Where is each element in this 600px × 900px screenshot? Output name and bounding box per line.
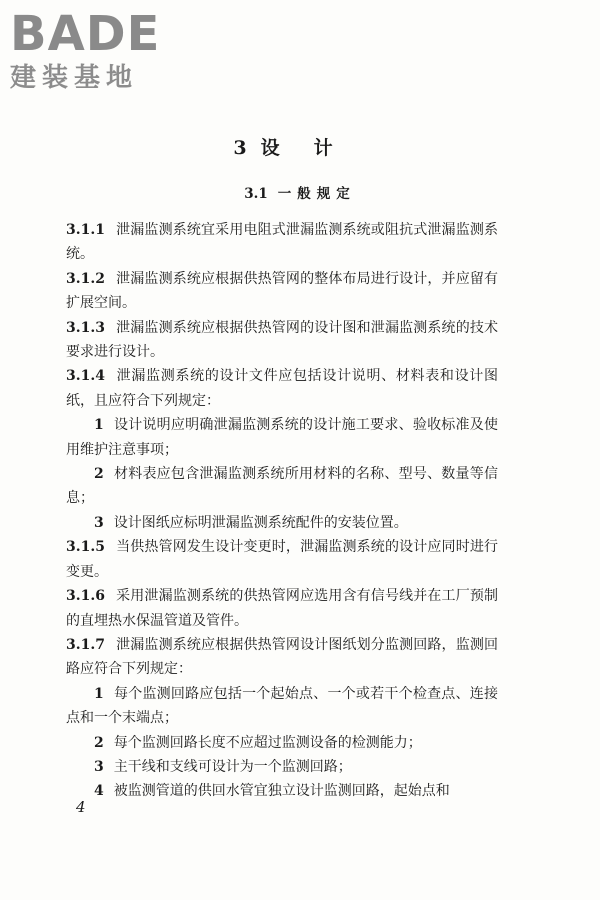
item-text: 设计图纸应标明泄漏监测系统配件的安装位置。 xyxy=(113,514,408,531)
page-number: 4 xyxy=(76,798,86,816)
item-number: 2 xyxy=(94,734,104,751)
clause-number: 3.1.2 xyxy=(66,270,105,287)
clause-number: 3.1.6 xyxy=(66,588,105,605)
clause-3-1-6 xyxy=(66,584,498,633)
item-text: 每个监测回路应包括一个起始点、一个或若干个检查点、连接点和一个末端点； xyxy=(66,685,498,727)
logo-brand: BADE xyxy=(10,6,161,62)
clause-number: 3.1.5 xyxy=(66,539,105,556)
section-number: 3.1 xyxy=(244,186,268,202)
list-item xyxy=(66,511,498,535)
list-item xyxy=(66,682,498,731)
clause-text: 当供热管网发生设计变更时，泄漏监测系统的设计应同时进行变更。 xyxy=(66,539,498,580)
chapter-title: 设计 xyxy=(260,137,367,159)
chapter-heading xyxy=(0,133,600,160)
clause-number: 3.1.3 xyxy=(66,319,105,336)
clause-text: 泄漏监测系统的设计文件应包括设计说明、材料表和设计图纸，且应符合下列规定： xyxy=(66,368,498,409)
clause-3-1-1 xyxy=(66,218,498,267)
item-number: 1 xyxy=(94,417,104,434)
clause-3-1-2 xyxy=(66,267,498,316)
clause-3-1-7 xyxy=(66,633,498,682)
clause-text: 泄漏监测系统宜采用电阻式泄漏监测系统或阻抗式泄漏监测系统。 xyxy=(66,222,498,263)
bade-logo xyxy=(10,8,175,94)
clause-text: 泄漏监测系统应根据供热管网设计图纸划分监测回路，监测回路应符合下列规定： xyxy=(66,636,498,678)
clause-text: 采用泄漏监测系统的供热管网应选用含有信号线并在工厂预制的直埋热水保温管道及管件。 xyxy=(66,588,498,629)
item-text: 被监测管道的供回水管宜独立设计监测回路，起始点和 xyxy=(113,783,450,800)
clause-number: 3.1.7 xyxy=(66,636,105,653)
list-item xyxy=(66,731,498,755)
item-number: 3 xyxy=(94,758,104,775)
list-item xyxy=(66,779,498,803)
section-title: 一般规定 xyxy=(277,186,356,202)
item-number: 3 xyxy=(94,514,104,531)
clause-3-1-4 xyxy=(66,364,498,413)
list-item xyxy=(66,755,498,779)
list-item xyxy=(66,462,498,511)
item-number: 4 xyxy=(94,783,104,800)
document-body xyxy=(66,218,498,804)
section-heading xyxy=(0,182,600,202)
clause-number: 3.1.4 xyxy=(66,368,105,385)
item-text: 每个监测回路长度不应超过监测设备的检测能力； xyxy=(113,734,422,751)
clause-3-1-5 xyxy=(66,535,498,584)
logo-chinese-name: 建装基地 xyxy=(10,63,139,93)
clause-text: 泄漏监测系统应根据供热管网的整体布局进行设计，并应留有扩展空间。 xyxy=(66,270,498,312)
item-text: 材料表应包含泄漏监测系统所用材料的名称、型号、数量等信息； xyxy=(66,466,498,507)
item-text: 主干线和支线可设计为一个监测回路； xyxy=(113,758,352,775)
item-text: 设计说明应明确泄漏监测系统的设计施工要求、验收标准及使用维护注意事项； xyxy=(66,417,498,458)
list-item xyxy=(66,413,498,462)
clause-number: 3.1.1 xyxy=(66,222,105,238)
item-number: 1 xyxy=(94,685,104,702)
item-number: 2 xyxy=(94,466,104,483)
clause-text: 泄漏监测系统应根据供热管网的设计图和泄漏监测系统的技术要求进行设计。 xyxy=(66,319,498,361)
chapter-number: 3 xyxy=(233,137,247,159)
clause-3-1-3 xyxy=(66,316,498,365)
